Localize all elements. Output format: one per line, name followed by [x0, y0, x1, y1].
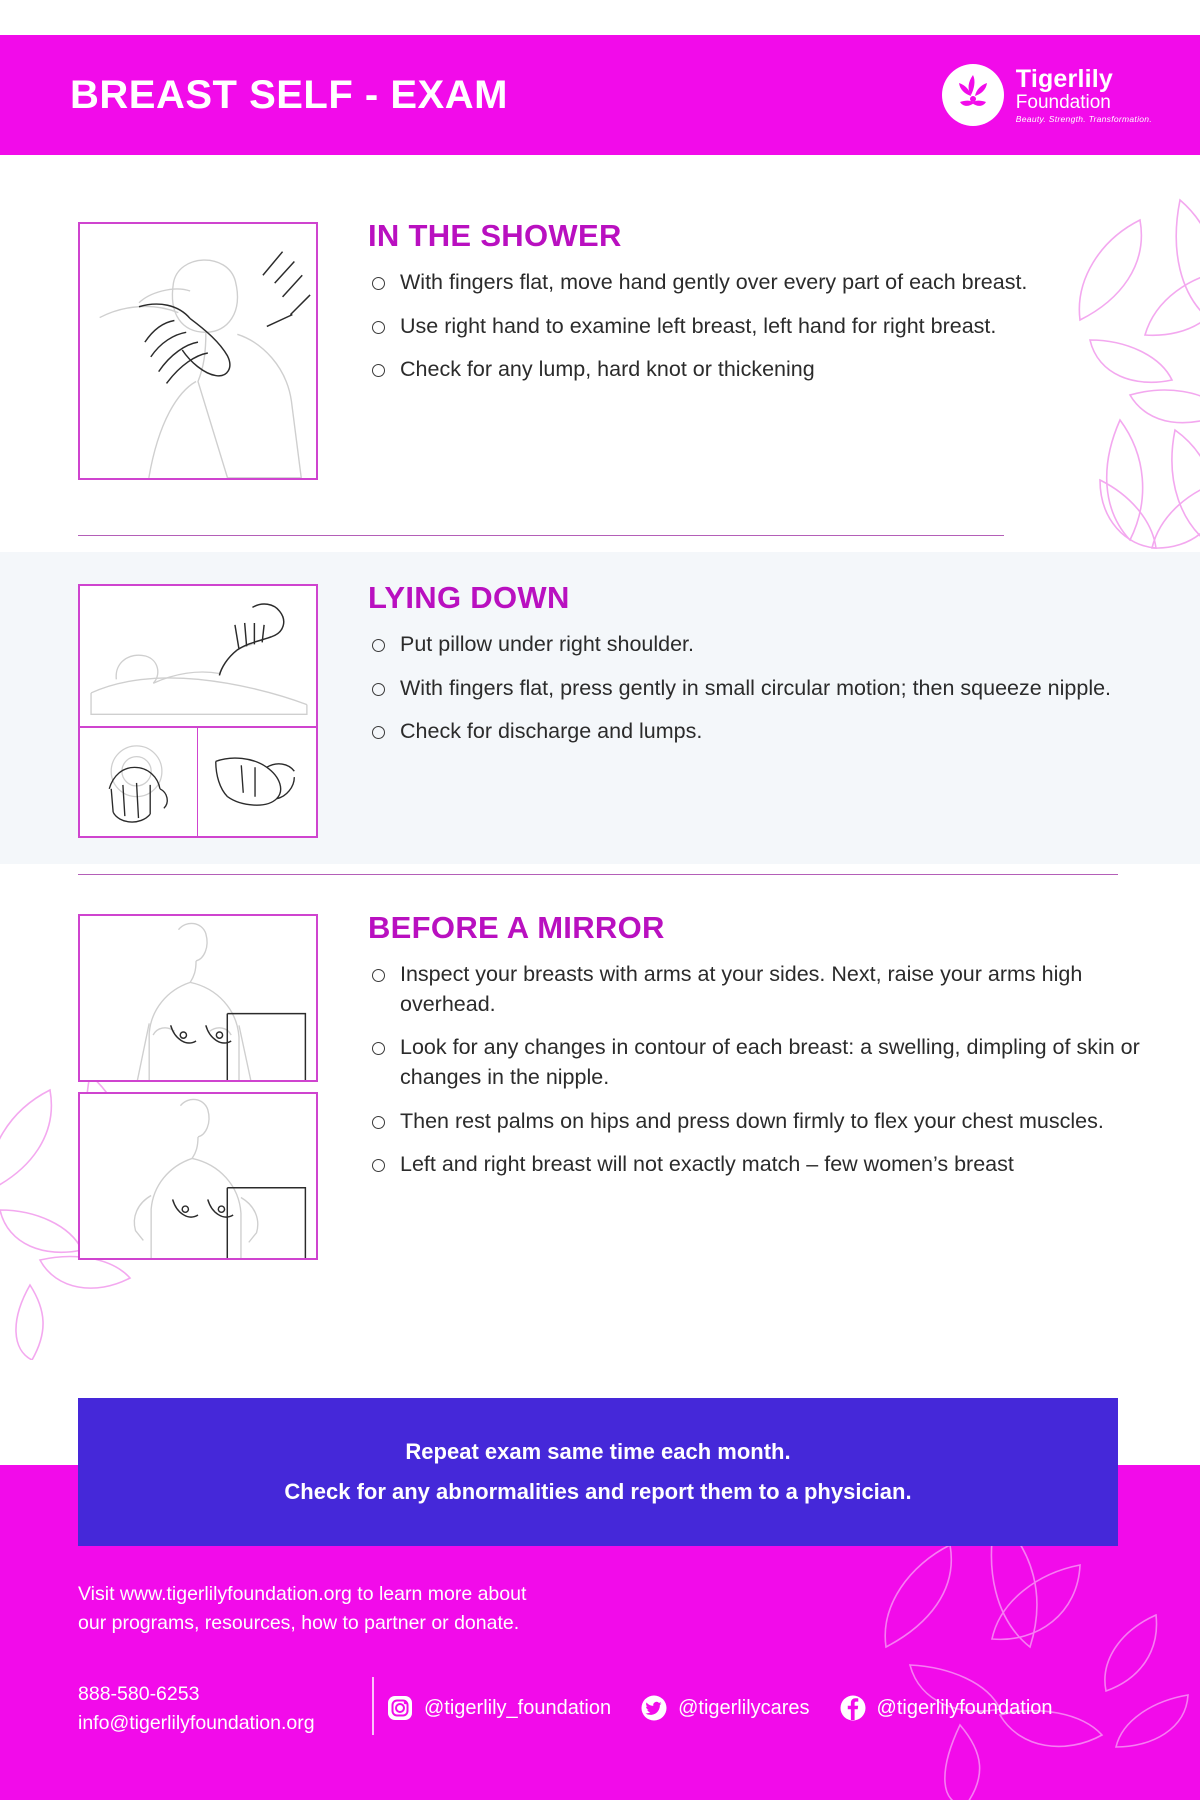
section-lying-down: [0, 552, 1200, 864]
callout-line1: Repeat exam same time each month.: [405, 1439, 791, 1464]
list-item: Check for discharge and lumps.: [368, 717, 1111, 747]
footer-visit-text: [78, 1580, 526, 1639]
brand-logo-text: [1016, 66, 1152, 123]
facebook-icon: [838, 1693, 868, 1723]
footer-divider: [372, 1677, 374, 1735]
social-handle: @tigerlilyfoundation: [876, 1696, 1053, 1719]
social-handle: @tigerlily_foundation: [424, 1696, 612, 1719]
social-handle: @tigerlilycares: [678, 1696, 810, 1719]
section-content: [323, 580, 1171, 864]
woman-arms-at-sides-mirror-illustration: [78, 914, 318, 1082]
brand-tagline: Beauty. Strength. Transformation.: [1015, 113, 1152, 124]
callout-box: [78, 1398, 1118, 1546]
list-item: Look for any changes in contour of each breast: a swelling, dimpling of skin or changes in the nipple.: [368, 1033, 1140, 1092]
circular-motion-hand-illustration: [78, 728, 198, 838]
section-illustrations: [78, 218, 323, 498]
section-title: LYING DOWN: [368, 580, 570, 615]
social-twitter[interactable]: [639, 1693, 809, 1723]
woman-palms-on-hips-mirror-illustration: [78, 1092, 318, 1260]
squeeze-nipple-hand-illustration: [198, 728, 318, 838]
footer-visit-line1: Visit www.tigerlilyfoundation.org to learn more about: [78, 1583, 527, 1605]
list-item: Check for any lump, hard knot or thickening: [368, 355, 1027, 385]
section-divider-1: [78, 535, 1004, 536]
section-content: [323, 218, 1087, 498]
page-title: BREAST SELF - EXAM: [70, 72, 508, 117]
section-title: IN THE SHOWER: [368, 218, 622, 253]
list-item: Inspect your breasts with arms at your sides. Next, raise your arms high overhead.: [368, 960, 1140, 1019]
lily-flower-logo-icon: [942, 64, 1004, 126]
section-bullet-list: [368, 268, 1027, 385]
brand-name-line2: Foundation: [1015, 91, 1111, 113]
section-bullet-list: [368, 630, 1111, 747]
footer-social-links: [385, 1693, 1067, 1723]
poster-header: [0, 35, 1200, 155]
section-illustrations: [78, 580, 323, 864]
list-item: With fingers flat, press gently in small circular motion; then squeeze nipple.: [368, 674, 1111, 704]
section-content: [323, 910, 1200, 1310]
callout-line2: Check for any abnormalities and report them to a physician.: [284, 1479, 912, 1504]
section-bullet-list: [368, 960, 1140, 1180]
list-item: Put pillow under right shoulder.: [368, 630, 1111, 660]
list-item: Use right hand to examine left breast, left hand for right breast.: [368, 312, 1027, 342]
brand-name-line1: Tigerlily: [1015, 65, 1114, 94]
section-in-the-shower: [0, 218, 1200, 498]
section-title: BEFORE A MIRROR: [368, 910, 665, 945]
list-item: Left and right breast will not exactly match – few women’s breast: [368, 1150, 1140, 1180]
footer-phone: 888-580-6253: [78, 1683, 200, 1705]
brand-logo: [942, 64, 1152, 126]
list-item: Then rest palms on hips and press down firmly to flex your chest muscles.: [368, 1107, 1140, 1137]
twitter-icon: [639, 1693, 669, 1723]
woman-lying-down-illustration: [78, 584, 318, 728]
footer-visit-line2: our programs, resources, how to partner or donate.: [78, 1612, 520, 1635]
footer-contact: [78, 1680, 315, 1739]
social-facebook[interactable]: [838, 1693, 1053, 1723]
section-illustrations: [78, 910, 323, 1310]
section-divider-2: [78, 874, 1118, 875]
footer-email: info@tigerlilyfoundation.org: [78, 1712, 315, 1735]
instagram-icon: [385, 1693, 415, 1723]
section-before-a-mirror: [0, 910, 1200, 1310]
woman-showering-illustration: [78, 222, 318, 480]
social-instagram[interactable]: [385, 1693, 611, 1723]
list-item: With fingers flat, move hand gently over every part of each breast.: [368, 268, 1027, 298]
